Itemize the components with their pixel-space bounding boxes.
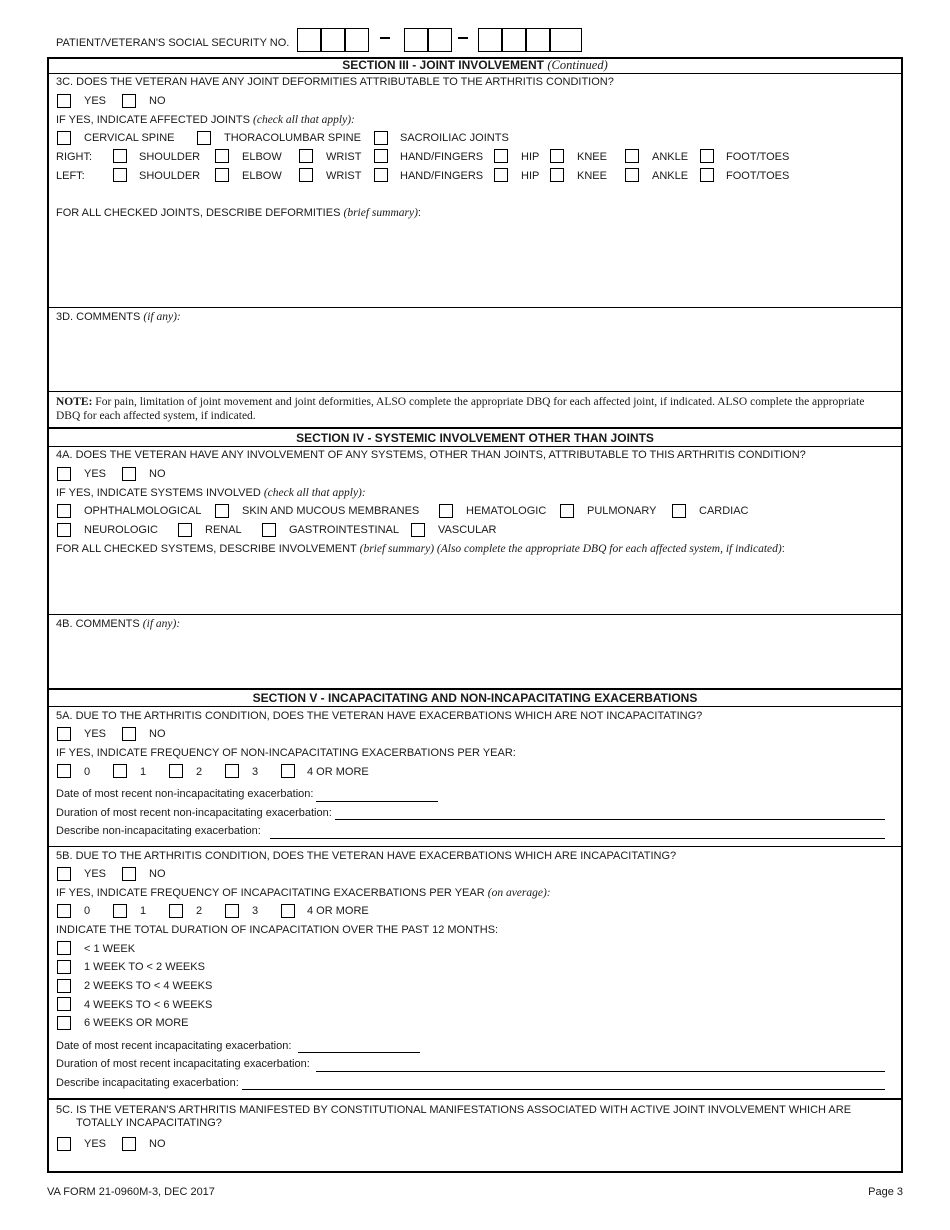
ssn-digit-3[interactable] [345,28,369,52]
left-elbow-checkbox[interactable] [215,168,229,182]
duration-6plus-label: 6 WEEKS OR MORE [84,1017,189,1029]
affected-joints-hint: (check all that apply): [253,114,355,126]
left-foot-toes-checkbox[interactable] [700,168,714,182]
duration-2-4wk-checkbox[interactable] [57,979,71,993]
left-hand-fingers-checkbox[interactable] [374,168,388,182]
describe-deformities-field[interactable] [49,222,901,306]
freq-inc-2-label: 2 [196,905,203,917]
duration-incap-label: Duration of most recent incapacitating exacerbation: [56,1058,310,1070]
comments-4b-text: 4B. COMMENTS [56,618,140,630]
colon: : [417,207,421,219]
right-foot-toes-checkbox[interactable] [700,149,714,163]
describe-involvement-hint: (brief summary) (Also complete the appropriate DBQ for each affected system, if indicated) [359,543,782,555]
left-hip-checkbox[interactable] [494,168,508,182]
freq-incap-hint: (on average): [487,887,551,899]
affected-joints-text: IF YES, INDICATE AFFECTED JOINTS [56,114,250,126]
cardiac-label: CARDIAC [699,505,749,517]
page-number: Page 3 [868,1186,903,1198]
systems-involved-text: IF YES, INDICATE SYSTEMS INVOLVED [56,487,261,499]
left-hip-label: HIP [521,170,540,182]
freq-inc-3-checkbox[interactable] [225,904,239,918]
right-knee-checkbox[interactable] [550,149,564,163]
divider [47,391,903,392]
right-shoulder-checkbox[interactable] [113,149,127,163]
right-hand-fingers-label: HAND/FINGERS [400,151,484,163]
q5a-yes-checkbox[interactable] [57,727,71,741]
right-hip-checkbox[interactable] [494,149,508,163]
total-duration-label: INDICATE THE TOTAL DURATION OF INCAPACITATION OVER THE PAST 12 MONTHS: [56,924,499,936]
date-non-incap-field[interactable] [316,801,438,802]
left-shoulder-checkbox[interactable] [113,168,127,182]
duration-incap-field[interactable] [316,1071,885,1072]
freq-inc-3-label: 3 [252,905,259,917]
q4a-no-label: NO [149,468,166,480]
freq-non-4plus-label: 4 OR MORE [307,766,369,778]
left-knee-checkbox[interactable] [550,168,564,182]
describe-deformities-hint: (brief summary) [343,207,418,219]
right-wrist-checkbox[interactable] [299,149,313,163]
duration-2-4wk-label: 2 WEEKS TO < 4 WEEKS [84,980,213,992]
divider [47,688,903,690]
divider [47,706,903,707]
left-ankle-checkbox[interactable] [625,168,639,182]
comments-3d-field[interactable] [49,325,901,390]
section-5-title: SECTION V - INCAPACITATING AND NON-INCAPACITATING EXACERBATIONS [252,691,698,705]
renal-label: RENAL [205,524,242,536]
right-knee-label: KNEE [577,151,607,163]
duration-4-6wk-label: 4 WEEKS TO < 6 WEEKS [84,999,213,1011]
right-elbow-checkbox[interactable] [215,149,229,163]
left-wrist-label: WRIST [326,170,362,182]
left-side-label: LEFT: [56,170,85,182]
divider [47,1098,903,1100]
divider [47,307,903,308]
q5c-yes-label: YES [84,1138,107,1150]
section-3-title-text: SECTION III - JOINT INVOLVEMENT [342,58,545,72]
freq-inc-2-checkbox[interactable] [169,904,183,918]
freq-non-4plus-checkbox[interactable] [281,764,295,778]
question-5c-line1: 5C. IS THE VETERAN'S ARTHRITIS MANIFESTED BY CONSTITUTIONAL MANIFESTATIONS ASSOCIATED WITH ACTIVE JOINT INVOLVEMENT WHICH ARE [56,1104,852,1116]
cervical-spine-label: CERVICAL SPINE [84,132,175,144]
freq-incap-text: IF YES, INDICATE FREQUENCY OF INCAPACITATING EXACERBATIONS PER YEAR [56,887,485,899]
freq-inc-1-label: 1 [140,905,147,917]
describe-involvement-label [56,543,785,555]
left-ankle-label: ANKLE [652,170,689,182]
systems-involved-label [56,487,366,499]
freq-inc-4plus-checkbox[interactable] [281,904,295,918]
comments-3d-label [56,311,181,323]
freq-non-0-label: 0 [84,766,91,778]
divider [47,846,903,847]
renal-checkbox[interactable] [178,523,192,537]
q5b-no-checkbox[interactable] [122,867,136,881]
comments-3d-hint: (if any): [143,311,181,323]
hematologic-checkbox[interactable] [439,504,453,518]
vascular-checkbox[interactable] [411,523,425,537]
q5a-no-label: NO [149,728,166,740]
ssn-digit-2[interactable] [321,28,345,52]
freq-non-incap-label: IF YES, INDICATE FREQUENCY OF NON-INCAPACITATING EXACERBATIONS PER YEAR: [56,747,516,759]
q5a-yes-label: YES [84,728,107,740]
question-4a: 4A. DOES THE VETERAN HAVE ANY INVOLVEMENT OF ANY SYSTEMS, OTHER THAN JOINTS, ATTRIBUTABLE TO THIS ARTHRITIS CONDITION? [56,449,806,461]
freq-inc-4plus-label: 4 OR MORE [307,905,369,917]
describe-non-incap-label: Describe non-incapacitating exacerbation: [56,825,261,837]
neurologic-checkbox[interactable] [57,523,71,537]
gastrointestinal-checkbox[interactable] [262,523,276,537]
right-hand-fingers-checkbox[interactable] [374,149,388,163]
duration-lt-1wk-label: < 1 WEEK [84,943,136,955]
q5b-yes-label: YES [84,868,107,880]
section-3-title [47,58,903,73]
divider [47,614,903,615]
right-foot-toes-label: FOOT/TOES [726,151,790,163]
left-elbow-label: ELBOW [242,170,282,182]
q5a-no-checkbox[interactable] [122,727,136,741]
comments-4b-label [56,618,180,630]
divider [47,73,903,74]
duration-1-2wk-checkbox[interactable] [57,960,71,974]
q3c-yes-label: YES [84,95,107,107]
freq-non-3-checkbox[interactable] [225,764,239,778]
q5c-yes-checkbox[interactable] [57,1137,71,1151]
affected-joints-label [56,114,355,126]
thoracolumbar-spine-checkbox[interactable] [197,131,211,145]
ssn-digit-4[interactable] [404,28,428,52]
freq-non-1-checkbox[interactable] [113,764,127,778]
cardiac-checkbox[interactable] [672,504,686,518]
note-text [56,395,886,423]
gastrointestinal-label: GASTROINTESTINAL [289,524,400,536]
ssn-digit-6[interactable] [478,28,502,52]
ssn-dash [458,37,468,39]
freq-inc-1-checkbox[interactable] [113,904,127,918]
q4a-yes-checkbox[interactable] [57,467,71,481]
question-3c: 3C. DOES THE VETERAN HAVE ANY JOINT DEFORMITIES ATTRIBUTABLE TO THE ARTHRITIS CONDITION? [56,76,614,88]
divider [47,427,903,429]
comments-3d-text: 3D. COMMENTS [56,311,141,323]
describe-involvement-field[interactable] [49,558,901,613]
ssn-label: PATIENT/VETERAN'S SOCIAL SECURITY NO. [56,37,290,49]
duration-non-incap-label: Duration of most recent non-incapacitating exacerbation: [56,807,332,819]
q5c-no-label: NO [149,1138,166,1150]
thoracolumbar-spine-label: THORACOLUMBAR SPINE [224,132,361,144]
systems-involved-hint: (check all that apply): [263,487,366,499]
q3c-no-checkbox[interactable] [122,94,136,108]
left-wrist-checkbox[interactable] [299,168,313,182]
describe-deformities-text: FOR ALL CHECKED JOINTS, DESCRIBE DEFORMITIES [56,207,341,219]
describe-incap-field[interactable] [242,1089,885,1090]
note-bold: NOTE: [56,396,93,408]
q5b-no-label: NO [149,868,166,880]
duration-1-2wk-label: 1 WEEK TO < 2 WEEKS [84,961,205,973]
duration-6plus-checkbox[interactable] [57,1016,71,1030]
freq-incap-label [56,887,551,899]
date-non-incap-label: Date of most recent non-incapacitating exacerbation: [56,788,314,800]
hematologic-label: HEMATOLOGIC [466,505,547,517]
colon: : [781,543,785,555]
describe-non-incap-field[interactable] [270,838,885,839]
right-side-label: RIGHT: [56,151,93,163]
left-knee-label: KNEE [577,170,607,182]
freq-inc-0-checkbox[interactable] [57,904,71,918]
left-foot-toes-label: FOOT/TOES [726,170,790,182]
right-ankle-checkbox[interactable] [625,149,639,163]
vascular-label: VASCULAR [438,524,497,536]
divider [47,446,903,447]
freq-non-3-label: 3 [252,766,259,778]
describe-involvement-text: FOR ALL CHECKED SYSTEMS, DESCRIBE INVOLVEMENT [56,543,357,555]
sacroiliac-joints-label: SACROILIAC JOINTS [400,132,509,144]
freq-non-1-label: 1 [140,766,147,778]
duration-non-incap-field[interactable] [335,819,885,820]
question-5b: 5B. DUE TO THE ARTHRITIS CONDITION, DOES THE VETERAN HAVE EXACERBATIONS WHICH ARE INCAPACITATING? [56,850,677,862]
sacroiliac-joints-checkbox[interactable] [374,131,388,145]
ssn-digit-9[interactable] [550,28,582,52]
form-id: VA FORM 21-0960M-3, DEC 2017 [47,1186,215,1198]
freq-inc-0-label: 0 [84,905,91,917]
describe-incap-label: Describe incapacitating exacerbation: [56,1077,239,1089]
cervical-spine-checkbox[interactable] [57,131,71,145]
q4a-yes-label: YES [84,468,107,480]
right-shoulder-label: SHOULDER [139,151,201,163]
ssn-digit-1[interactable] [297,28,321,52]
q5b-yes-checkbox[interactable] [57,867,71,881]
left-hand-fingers-label: HAND/FINGERS [400,170,484,182]
right-ankle-label: ANKLE [652,151,689,163]
section-3-continued: (Continued) [547,58,608,72]
question-5a: 5A. DUE TO THE ARTHRITIS CONDITION, DOES THE VETERAN HAVE EXACERBATIONS WHICH ARE NOT INCAPACITATING? [56,710,703,722]
right-elbow-label: ELBOW [242,151,282,163]
duration-lt-1wk-checkbox[interactable] [57,941,71,955]
q4a-no-checkbox[interactable] [122,467,136,481]
date-incap-label: Date of most recent incapacitating exacerbation: [56,1040,292,1052]
q3c-no-label: NO [149,95,166,107]
ssn-digit-8[interactable] [526,28,550,52]
note-body: For pain, limitation of joint movement and joint deformities, ALSO complete the appropriate DBQ for each affected joint, if indicated. ALSO complete the appropriate DBQ for each affected system, if indicated. [56,396,865,422]
left-shoulder-label: SHOULDER [139,170,201,182]
pulmonary-label: PULMONARY [587,505,657,517]
right-hip-label: HIP [521,151,540,163]
neurologic-label: NEUROLOGIC [84,524,158,536]
ophthalmological-checkbox[interactable] [57,504,71,518]
freq-non-2-checkbox[interactable] [169,764,183,778]
freq-non-2-label: 2 [196,766,203,778]
skin-mucous-label: SKIN AND MUCOUS MEMBRANES [242,505,420,517]
ophthalmological-label: OPHTHALMOLOGICAL [84,505,202,517]
ssn-digit-5[interactable] [428,28,452,52]
comments-4b-hint: (if any): [142,618,181,630]
skin-mucous-checkbox[interactable] [215,504,229,518]
pulmonary-checkbox[interactable] [560,504,574,518]
question-5c-line2: TOTALLY INCAPACITATING? [76,1117,222,1129]
date-incap-field[interactable] [298,1052,420,1053]
q3c-yes-checkbox[interactable] [57,94,71,108]
freq-non-0-checkbox[interactable] [57,764,71,778]
section-4-title: SECTION IV - SYSTEMIC INVOLVEMENT OTHER THAN JOINTS [296,431,654,445]
describe-deformities-label [56,207,421,219]
ssn-dash [380,37,390,39]
ssn-digit-7[interactable] [502,28,526,52]
comments-4b-field[interactable] [49,632,901,687]
right-wrist-label: WRIST [326,151,362,163]
duration-4-6wk-checkbox[interactable] [57,997,71,1011]
q5c-no-checkbox[interactable] [122,1137,136,1151]
